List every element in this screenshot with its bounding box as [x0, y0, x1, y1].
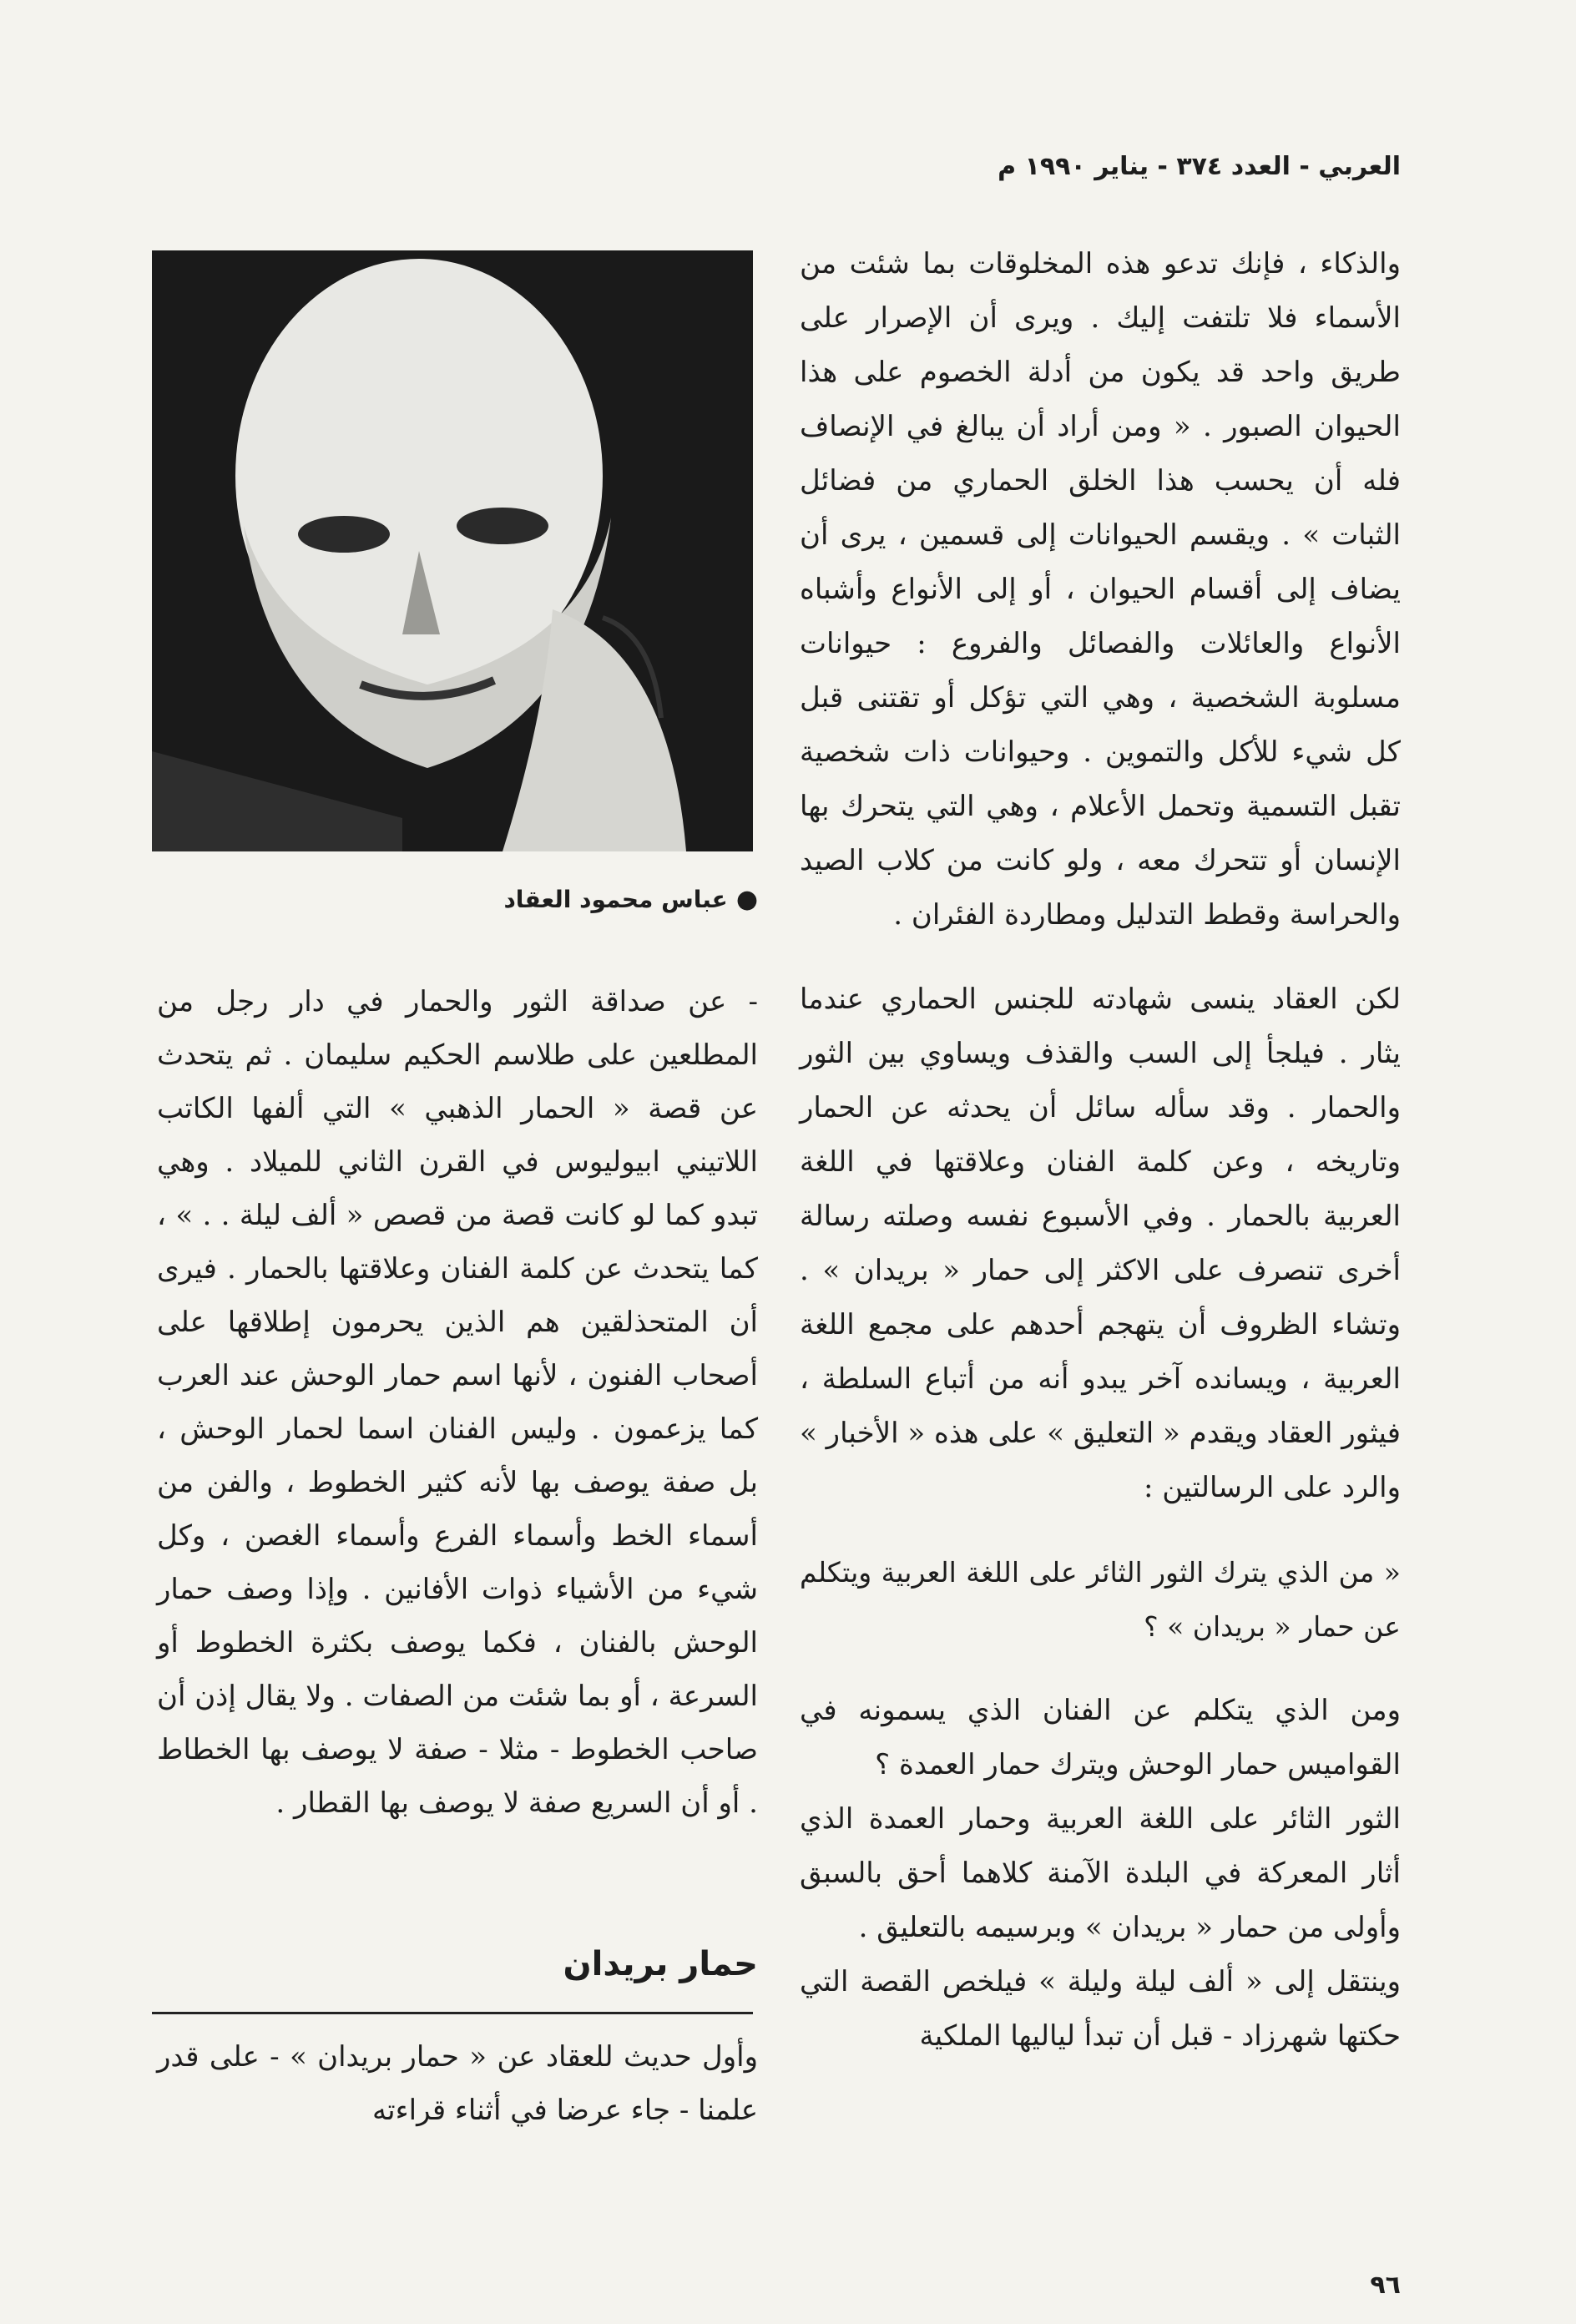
portrait-photo [152, 250, 753, 851]
paragraph: والذكاء ، فإنك تدعو هذه المخلوقات بما شئت من الأسماء فلا تلتفت إليك . ويرى أن الإصرار على طريق واحد قد يكون من أدلة الخصوم على هذا الحيوان الصبور . « ومن أراد أن يبالغ في الإنصاف فله أن يحسب هذا الخلق الحماري من فضائل الثبات » . ويقسم الحيوانات إلى قسمين ، يرى أن يضاف إلى أقسام الحيوان ، أو إلى الأنواع وأشباه الأنواع والعائلات والفصائل والفروع : حيوانات مسلوبة الشخصية ، وهي التي تؤكل أو تقتنى قبل كل شيء للأكل والتموين . وحيوانات ذات شخصية تقبل التسمية وتحمل الأعلام ، وهي التي يتحرك بها الإنسان أو تتحرك معه ، ولو كانت من كلاب الصيد والحراسة وقطط التدليل ومطاردة الفئران . [800, 247, 1401, 932]
paragraph: وينتقل إلى « ألف ليلة وليلة » فيلخص القصة التي حكتها شهرزاد - قبل أن تبدأ لياليها الملكية [800, 1965, 1401, 2053]
issue-header: العربي - العدد ٣٧٤ - يناير ١٩٩٠ م [998, 152, 1401, 181]
left-column-continued [157, 2030, 758, 2137]
paragraph: الثور الثائر على اللغة العربية وحمار العمدة الذي أثار المعركة في البلدة الآمنة كلاهما أحق بالسبق وأولى من حمار « بريدان » وبرسيمه بالتعليق . [800, 1802, 1401, 1944]
photo-caption: ●عباس محمود العقاد [503, 885, 758, 914]
paragraph: ومن الذي يتكلم عن الفنان الذي يسمونه في القواميس حمار الوحش ويترك حمار العمدة ؟ [800, 1694, 1401, 1781]
bullet-icon: ● [735, 885, 758, 914]
paragraph: وأول حديث للعقاد عن « حمار بريدان » - على قدر علمنا - جاء عرضا في أثناء قراءته [157, 2040, 758, 2127]
section-title: حمار بريدان [563, 1945, 758, 1983]
right-column [800, 237, 1401, 2064]
portrait-image [152, 250, 753, 851]
paragraph: - عن صداقة الثور والحمار في دار رجل من المطلعين على طلاسم الحكيم سليمان . ثم يتحدث عن قصة « الحمار الذهبي » التي ألفها الكاتب اللاتيني ابيوليوس في القرن الثاني للميلاد . وهي تبدو كما لو كانت قصة من قصص « ألف ليلة . . » ، كما يتحدث عن كلمة الفنان وعلاقتها بالحمار . فيرى أن المتحذلقين هم الذين يحرمون إطلاقها على أصحاب الفنون ، لأنها اسم حمار الوحش عند العرب كما يزعمون . وليس الفنان اسما لحمار الوحش ، بل صفة يوصف بها لأنه كثير الخطوط ، والفن من أسماء الخط وأسماء الفرع وأسماء الغصن ، وكل شيء من الأشياء ذوات الأفانين . وإذا وصف حمار الوحش بالفنان ، فكما يوصف بكثرة الخطوط أو السرعة ، أو بما شئت من الصفات . ولا يقال إذن أن صاحب الخطوط - مثلا - صفة لا يوصف بها الخطاط . أو أن السريع صفة لا يوصف بها القطار . [156, 985, 758, 1820]
left-column [157, 975, 758, 1830]
quote: « من الذي يترك الثور الثائر على اللغة العربية ويتكلم عن حمار « بريدان » ؟ [800, 1556, 1401, 1643]
paragraph: لكن العقاد ينسى شهادته للجنس الحماري عندما يثار . فيلجأ إلى السب والقذف ويساوي بين الثور والحمار . وقد سأله سائل أن يحدثه عن الحمار وتاريخه ، وعن كلمة الفنان وعلاقتها في اللغة العربية بالحمار . وفي الأسبوع نفسه وصلته رسالة أخرى تنصرف على الاكثر إلى حمار « بريدان » . وتشاء الظروف أن يتهجم أحدهم على مجمع اللغة العربية ، ويسانده آخر يبدو أنه من أتباع السلطة ، فيثور العقاد ويقدم « التعليق » على هذه « الأخبار » والرد على الرسالتين : [800, 983, 1401, 1504]
page-number: ٩٦ [1370, 2271, 1401, 2300]
divider [152, 2012, 753, 2014]
